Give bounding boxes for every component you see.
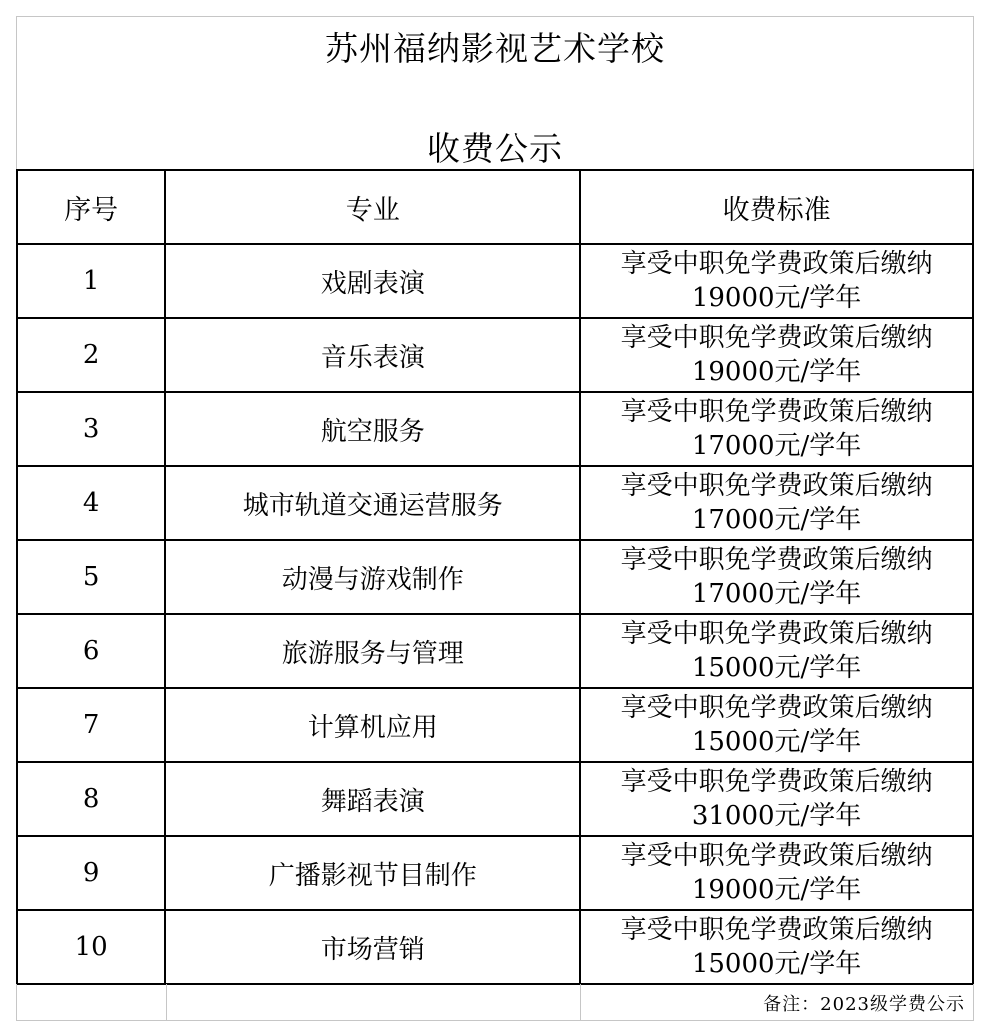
- table-row: [17, 244, 973, 318]
- fee-table: [16, 169, 974, 985]
- header-major: 专业: [165, 170, 580, 244]
- footer-row: [16, 984, 974, 1021]
- row-index: 4: [17, 466, 165, 540]
- footer-cell-empty-2: [166, 984, 580, 1021]
- row-major: 舞蹈表演: [165, 762, 580, 836]
- row-major: 广播影视节目制作: [165, 836, 580, 910]
- row-fee: [580, 318, 973, 392]
- table-row: [17, 762, 973, 836]
- row-index: 3: [17, 392, 165, 466]
- fee-amount: 17000元/学年: [691, 505, 862, 535]
- notice-title: 收费公示: [427, 129, 563, 168]
- table-row: [17, 836, 973, 910]
- row-index: 2: [17, 318, 165, 392]
- row-major: 市场营销: [165, 910, 580, 984]
- row-major: 城市轨道交通运营服务: [165, 466, 580, 540]
- table-row: [17, 318, 973, 392]
- row-fee: [580, 614, 973, 688]
- table-row: [17, 392, 973, 466]
- fee-policy-text: 享受中职免学费政策后缴纳: [620, 767, 933, 797]
- row-index: 8: [17, 762, 165, 836]
- footer-cell-empty-1: [16, 984, 166, 1021]
- row-index: 1: [17, 244, 165, 318]
- title-block: [16, 16, 974, 170]
- fee-amount: 19000元/学年: [691, 875, 862, 905]
- fee-amount: 15000元/学年: [691, 727, 862, 757]
- row-index: 6: [17, 614, 165, 688]
- table-header-row: [17, 170, 973, 244]
- fee-policy-text: 享受中职免学费政策后缴纳: [620, 841, 933, 871]
- row-major: 音乐表演: [165, 318, 580, 392]
- fee-amount: 17000元/学年: [691, 579, 862, 609]
- fee-policy-text: 享受中职免学费政策后缴纳: [620, 323, 933, 353]
- row-major: 航空服务: [165, 392, 580, 466]
- fee-policy-text: 享受中职免学费政策后缴纳: [620, 545, 933, 575]
- row-index: 10: [17, 910, 165, 984]
- fee-policy-text: 享受中职免学费政策后缴纳: [620, 693, 933, 723]
- table-row: [17, 910, 973, 984]
- row-major: 戏剧表演: [165, 244, 580, 318]
- fee-amount: 19000元/学年: [691, 357, 862, 387]
- footer-note: 备注：2023级学费公示: [763, 994, 965, 1015]
- table-row: [17, 614, 973, 688]
- row-index: 5: [17, 540, 165, 614]
- fee-amount: 19000元/学年: [691, 283, 862, 313]
- fee-policy-text: 享受中职免学费政策后缴纳: [620, 619, 933, 649]
- row-fee: [580, 540, 973, 614]
- fee-policy-text: 享受中职免学费政策后缴纳: [620, 397, 933, 427]
- row-fee: [580, 466, 973, 540]
- fee-policy-text: 享受中职免学费政策后缴纳: [620, 471, 933, 501]
- row-major: 动漫与游戏制作: [165, 540, 580, 614]
- table-row: [17, 540, 973, 614]
- row-fee: [580, 762, 973, 836]
- fee-policy-text: 享受中职免学费政策后缴纳: [620, 915, 933, 945]
- table-row: [17, 466, 973, 540]
- row-fee: [580, 392, 973, 466]
- row-fee: [580, 836, 973, 910]
- row-index: 7: [17, 688, 165, 762]
- school-name: 苏州福纳影视艺术学校: [325, 29, 665, 68]
- fee-amount: 31000元/学年: [691, 801, 862, 831]
- header-fee: 收费标准: [580, 170, 973, 244]
- table-body: [17, 244, 973, 984]
- row-fee: [580, 688, 973, 762]
- footer-cell-note: [580, 984, 974, 1021]
- fee-amount: 15000元/学年: [691, 949, 862, 979]
- fee-notice-sheet: [16, 16, 974, 1021]
- table-row: [17, 688, 973, 762]
- row-major: 旅游服务与管理: [165, 614, 580, 688]
- fee-policy-text: 享受中职免学费政策后缴纳: [620, 249, 933, 279]
- fee-amount: 17000元/学年: [691, 431, 862, 461]
- row-fee: [580, 910, 973, 984]
- header-index: 序号: [17, 170, 165, 244]
- fee-amount: 15000元/学年: [691, 653, 862, 683]
- row-index: 9: [17, 836, 165, 910]
- row-fee: [580, 244, 973, 318]
- row-major: 计算机应用: [165, 688, 580, 762]
